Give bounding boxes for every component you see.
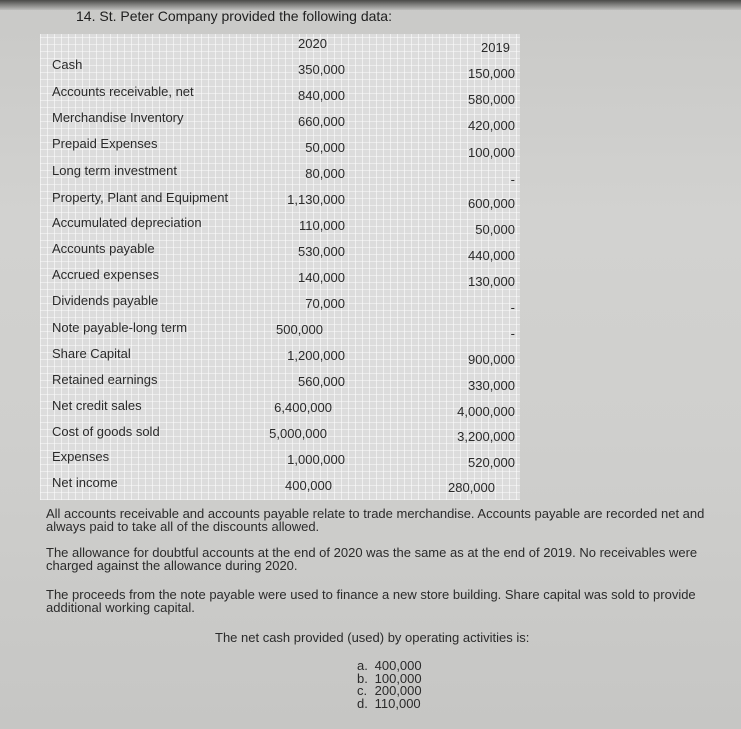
- row-label: Share Capital: [52, 346, 131, 361]
- value-2019: -: [510, 326, 515, 341]
- choice-letter: c.: [357, 683, 368, 698]
- value-2020: 500,000: [276, 322, 323, 337]
- value-2019: 440,000: [468, 248, 515, 263]
- value-2019: 3,200,000: [457, 429, 515, 444]
- choice-value: 110,000: [374, 695, 421, 711]
- value-2019: -: [510, 172, 515, 187]
- value-2019: 150,000: [468, 66, 515, 81]
- year-header-2019: 2019: [481, 40, 510, 55]
- note-paragraph: The proceeds from the note payable were used to finance a new store building. Share capital was sold to provide additional working capital.: [46, 587, 696, 615]
- value-2020: 50,000: [305, 140, 345, 155]
- row-label: Accounts receivable, net: [52, 84, 194, 99]
- value-2020: 530,000: [298, 244, 345, 259]
- value-2020: 140,000: [298, 270, 345, 285]
- value-2019: 600,000: [468, 196, 515, 211]
- answer-choices: [357, 660, 422, 710]
- value-2019: 330,000: [468, 378, 515, 393]
- row-label: Accounts payable: [52, 241, 155, 256]
- value-2019: 420,000: [468, 118, 515, 133]
- value-2020: 70,000: [305, 296, 345, 311]
- choice-letter: b.: [357, 670, 368, 686]
- choice-value: 100,000: [374, 670, 422, 686]
- row-label: Accumulated depreciation: [52, 215, 202, 230]
- row-label: Prepaid Expenses: [52, 136, 158, 151]
- value-2019: 50,000: [475, 222, 515, 237]
- value-2019: -: [510, 300, 515, 315]
- row-label: Dividends payable: [52, 293, 159, 308]
- row-label: Long term investment: [52, 163, 178, 178]
- value-2020: 840,000: [298, 88, 345, 103]
- value-2020: 80,000: [305, 166, 345, 181]
- value-2019: 100,000: [468, 145, 515, 160]
- row-label: Property, Plant and Equipment: [52, 190, 229, 205]
- value-2020: 660,000: [298, 114, 345, 129]
- value-2020: 400,000: [285, 478, 332, 493]
- value-2019: 280,000: [448, 480, 495, 495]
- value-2020: 350,000: [298, 62, 345, 77]
- question-title: 14. St. Peter Company provided the following data:: [76, 8, 392, 24]
- question-prompt: The net cash provided (used) by operating activities is:: [215, 630, 530, 645]
- row-label: Net income: [52, 475, 118, 490]
- value-2020: 5,000,000: [269, 426, 327, 441]
- choice-letter: d.: [357, 695, 368, 711]
- value-2020: 1,200,000: [287, 348, 345, 363]
- value-2020: 6,400,000: [274, 400, 332, 415]
- choice-value: 400,000: [374, 658, 422, 673]
- year-header-2020: 2020: [298, 36, 327, 51]
- value-2020: 110,000: [298, 218, 345, 233]
- value-2019: 130,000: [468, 274, 515, 289]
- value-2019: 520,000: [468, 455, 515, 470]
- row-label: Note payable-long term: [52, 320, 188, 335]
- row-label: Cash: [52, 57, 83, 72]
- row-label: Net credit sales: [52, 398, 142, 413]
- choice-value: 200,000: [374, 683, 422, 698]
- value-2019: 580,000: [468, 92, 515, 107]
- row-label: Cost of goods sold: [52, 424, 160, 439]
- row-label: Accrued expenses: [52, 267, 159, 282]
- choice-letter: a.: [357, 658, 368, 673]
- value-2019: 900,000: [468, 352, 515, 367]
- value-2020: 1,000,000: [287, 452, 345, 467]
- row-label: Merchandise Inventory: [52, 110, 184, 125]
- value-2020: 560,000: [298, 374, 345, 389]
- note-paragraph: The allowance for doubtful accounts at the end of 2020 was the same as at the end of 2019. No receivables were charged against the allowance during 2020.: [46, 545, 698, 573]
- row-label: Expenses: [52, 449, 110, 464]
- note-paragraph: All accounts receivable and accounts payable relate to trade merchandise. Accounts payable are recorded net and always paid to take all of the discounts allowed.: [46, 506, 705, 534]
- row-label: Retained earnings: [52, 372, 158, 387]
- answer-choice-d[interactable]: [357, 695, 422, 711]
- value-2020: 1,130,000: [287, 192, 345, 207]
- value-2019: 4,000,000: [457, 404, 515, 419]
